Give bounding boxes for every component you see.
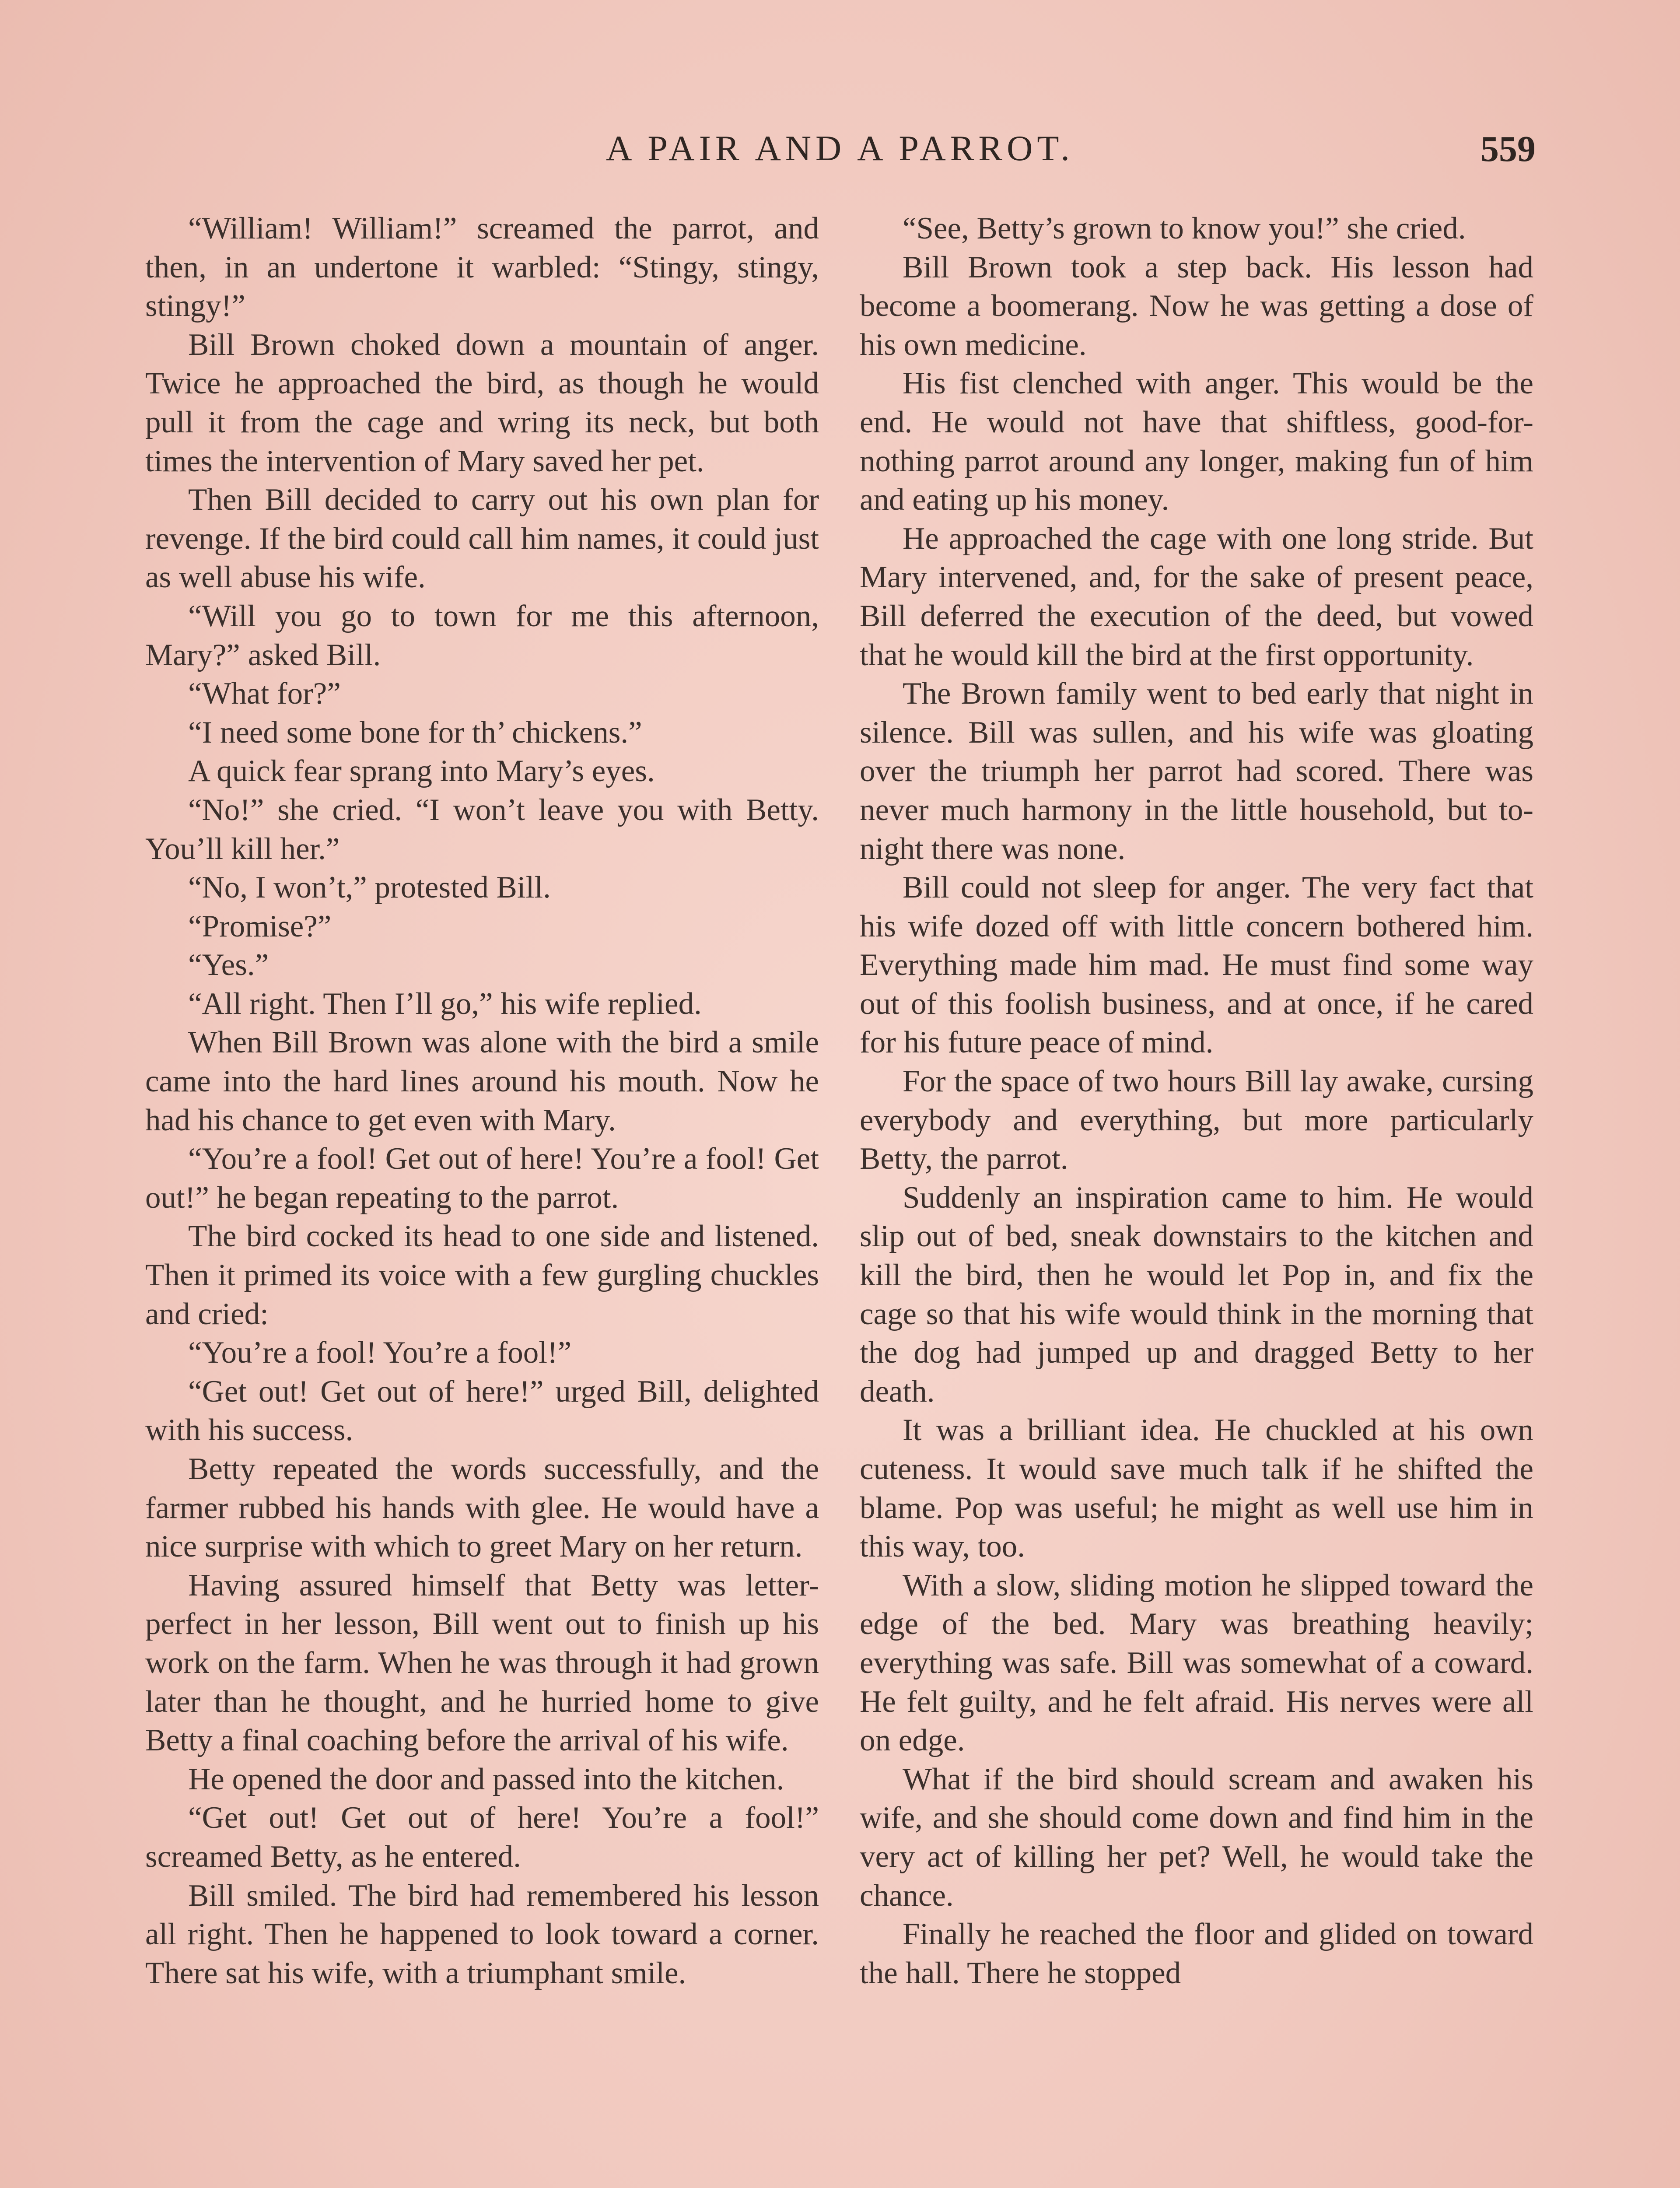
paragraph: “You’re a fool! You’re a fool!” xyxy=(188,1336,572,1370)
paragraph: The bird cocked its head to one side and listened. Then it primed its voice with a few gurgling chuckles and cried: xyxy=(145,1219,819,1331)
paragraph: With a slow, sliding motion he slipped toward the edge of the bed. Mary was breathing heavily; everything was safe. Bill was somewhat of a coward. He felt guilty, and he felt afraid. His nerves were all on edge. xyxy=(860,1568,1533,1758)
left-text-column xyxy=(145,209,819,1992)
paragraph: Bill Brown choked down a mountain of anger. Twice he approached the bird, as though he would pull it from the cage and wring its neck, but both times the intervention of Mary saved her pet. xyxy=(145,327,819,478)
paragraph: His fist clenched with anger. This would be the end. He would not have that shiftless, good-for-nothing parrot around any longer, making fun of him and eating up his money. xyxy=(860,366,1533,517)
paragraph: “Yes.” xyxy=(188,948,269,982)
paragraph: Bill smiled. The bird had remembered his lesson all right. Then he happened to look toward a corner. There sat his wife, with a triumphant smile. xyxy=(145,1878,819,1990)
page-number: 559 xyxy=(1480,129,1536,169)
running-title: A PAIR AND A PARROT. xyxy=(606,128,1074,168)
paragraph: Then Bill decided to carry out his own plan for revenge. If the bird could call him names, it could just as well abuse his wife. xyxy=(145,483,819,595)
paragraph: “All right. Then I’ll go,” his wife replied. xyxy=(188,986,702,1021)
paragraph: A quick fear sprang into Mary’s eyes. xyxy=(188,754,655,789)
paragraph: Bill could not sleep for anger. The very fact that his wife dozed off with little concern bothered him. Everything made him mad. He must find some way out of this foolish business, and at once, if he cared for his future peace of mind. xyxy=(860,870,1533,1060)
paragraph: “William! William!” screamed the parrot, and then, in an undertone it warbled: “Stingy, stingy, stingy!” xyxy=(145,211,819,323)
paragraph: Bill Brown took a step back. His lesson had become a boomerang. Now he was getting a dose of his own medicine. xyxy=(860,250,1533,362)
paragraph: “I need some bone for th’ chickens.” xyxy=(188,715,642,750)
paragraph: “Get out! Get out of here!” urged Bill, delighted with his success. xyxy=(145,1374,819,1448)
paragraph: What if the bird should scream and awaken his wife, and she should come down and find him in the very act of killing her pet? Well, he would take the chance. xyxy=(860,1762,1533,1913)
paragraph: “Get out! Get out of here! You’re a fool!” screamed Betty, as he entered. xyxy=(145,1801,819,1874)
paragraph: He approached the cage with one long stride. But Mary intervened, and, for the sake of present peace, Bill deferred the execution of the deed, but vowed that he would kill the bird at the first opportunity. xyxy=(860,521,1533,672)
paragraph: Suddenly an inspiration came to him. He would slip out of bed, sneak downstairs to the kitchen and kill the bird, then he would let Pop in, and fix the cage so that his wife would think in the morning that the dog had jumped up and dragged Betty to her death. xyxy=(860,1180,1533,1409)
paragraph: “What for?” xyxy=(188,677,341,711)
page-header xyxy=(144,128,1536,180)
paragraph: Having assured himself that Betty was letter-perfect in her lesson, Bill went out to finish up his work on the farm. When he was through it had grown later than he thought, and he hurried home to give Betty a final coaching before the arrival of his wife. xyxy=(145,1568,819,1758)
paragraph: “No, I won’t,” protested Bill. xyxy=(188,870,551,905)
paragraph: The Brown family went to bed early that night in silence. Bill was sullen, and his wife was gloating over the triumph her parrot had scored. There was never much harmony in the little household, but to-night there was none. xyxy=(860,677,1533,866)
paragraph: “See, Betty’s grown to know you!” she cried. xyxy=(903,211,1466,245)
paragraph: When Bill Brown was alone with the bird a smile came into the hard lines around his mouth. Now he had his chance to get even with Mary. xyxy=(145,1025,819,1137)
paragraph: “Promise?” xyxy=(188,909,332,943)
paragraph: Betty repeated the words successfully, and the farmer rubbed his hands with glee. He would have a nice surprise with which to greet Mary on her return. xyxy=(145,1452,819,1564)
right-text-column xyxy=(860,209,1533,1992)
paragraph: It was a brilliant idea. He chuckled at his own cuteness. It would save much talk if he shifted the blame. Pop was useful; he might as well use him in this way, too. xyxy=(860,1413,1533,1564)
paragraph: “You’re a fool! Get out of here! You’re a fool! Get out!” he began repeating to the parrot. xyxy=(145,1142,819,1215)
paragraph: Finally he reached the floor and glided on toward the hall. There he stopped xyxy=(860,1917,1533,1990)
paragraph: “No!” she cried. “I won’t leave you with Betty. You’ll kill her.” xyxy=(145,792,819,866)
paragraph: He opened the door and passed into the kitchen. xyxy=(188,1762,784,1796)
paragraph: “Will you go to town for me this afternoon, Mary?” asked Bill. xyxy=(145,599,819,672)
paragraph: For the space of two hours Bill lay awake, cursing everybody and everything, but more particularly Betty, the parrot. xyxy=(860,1064,1533,1176)
